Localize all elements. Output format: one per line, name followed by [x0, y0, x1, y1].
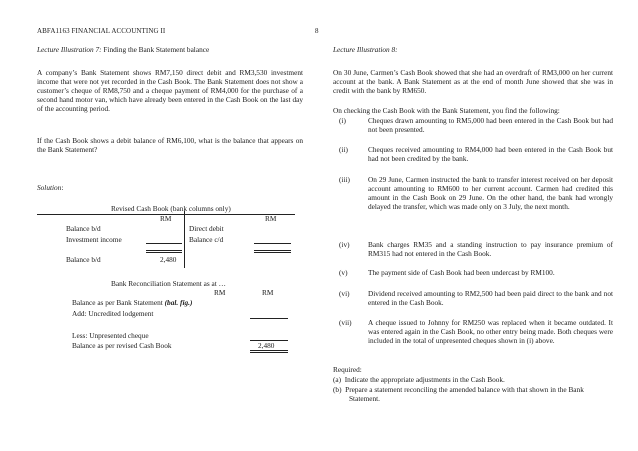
reconciliation-rm-1: RM	[214, 288, 226, 297]
cash-book-debit-row: Investment income	[66, 235, 122, 244]
solution-heading	[37, 183, 303, 192]
reconciliation-row	[72, 298, 192, 307]
illustration-7-title	[37, 45, 303, 54]
illustration-7-topic: Finding the Bank Statement balance	[101, 45, 210, 54]
reconciliation-final-amount: 2,480	[258, 341, 275, 350]
illustration-8-intro: On checking the Cash Book with the Bank Statement, you find the following:	[333, 106, 560, 115]
list-item-text: Cheques received amounting to RM4,000 had been entered in the Cash Book but had not been credited by the bank.	[368, 145, 613, 164]
solution-label: Solution	[37, 183, 62, 192]
list-item-text: On 29 June, Carmen instructed the bank to transfer interest received on her deposit account amounting to RM600 to her current account. Carmen had credited this amount in the Cash Book on 29 June. On the other hand, the bank had wrongly delayed the transfer, which was made only on 3 July, the next month.	[368, 175, 613, 212]
list-item-number: (vi)	[339, 289, 350, 298]
list-item-text: Dividend received amounting to RM2,500 had been paid direct to the bank and not entered in the Cash Book.	[368, 289, 613, 308]
illustration-7-question: If the Cash Book shows a debit balance of RM6,100, what is the balance that appears on the Bank Statement?	[37, 136, 303, 155]
cash-book-rm-left: RM	[160, 214, 172, 223]
reconciliation-double-rule	[250, 352, 288, 353]
course-header: ABFA1163 FINANCIAL ACCOUNTING II	[37, 27, 166, 35]
reconciliation-row: Add: Uncredited lodgement	[72, 309, 154, 318]
reconciliation-double-rule	[250, 350, 288, 351]
reconciliation-rm-2: RM	[262, 288, 274, 297]
list-item-text: Cheques drawn amounting to RM5,000 had been entered in the Cash Book but had not been presented.	[368, 116, 613, 135]
illustration-8-paragraph: On 30 June, Carmen’s Cash Book showed that she had an overdraft of RM3,000 on her current account at the bank. A Bank Statement as at the end of month June showed that she was in credit with the bank by RM650.	[333, 68, 613, 96]
illustration-7-paragraph: A company’s Bank Statement shows RM7,150 direct debit and RM3,530 investment income that were not yet recorded in the Cash Book. The Bank Statement does not show a customer’s cheque of RM8,750 and a cheque payment of RM4,000 for the purchase of a second hand motor van, which have already been entered in the Cash Book on the last day of the accounting period.	[37, 68, 303, 114]
solution-colon: :	[61, 183, 64, 192]
illustration-8-title: Lecture Illustration 8:	[333, 45, 398, 54]
list-item-text: Bank charges RM35 and a standing instruction to pay insurance premium of RM315 had not entered in the Cash Book.	[368, 240, 613, 259]
cash-book-total-rule	[254, 252, 291, 253]
cash-book-total-rule	[146, 252, 182, 253]
cash-book-total-rule	[146, 243, 182, 244]
required-item: (b) Prepare a statement reconciling the amended balance with that shown in the Bank Statement.	[333, 385, 584, 404]
cash-book-total-rule	[254, 243, 291, 244]
cash-book-total-rule	[146, 250, 182, 251]
cash-book-title: Revised Cash Book (bank columns only)	[111, 204, 231, 213]
illustration-7-label: Lecture Illustration 7:	[37, 45, 102, 54]
list-item-number: (iii)	[339, 175, 350, 184]
reconciliation-row: Balance as per revised Cash Book	[72, 341, 172, 350]
list-item-text: A cheque issued to Johnny for RM250 was replaced when it became outdated. It was entered again in the Cash Book, no other entry being made. Both cheques were included in the total of unpresented cheques shown in (i) above.	[368, 318, 613, 346]
required-heading: Required:	[333, 365, 362, 374]
list-item-number: (iv)	[339, 240, 350, 249]
reconciliation-subtotal-rule	[250, 318, 288, 319]
list-item-number: (ii)	[339, 145, 348, 154]
list-item-number: (v)	[339, 268, 348, 277]
cash-book-credit-row: Balance c/d	[189, 235, 224, 244]
cash-book-rm-right: RM	[265, 214, 277, 223]
cash-book-center-rule	[184, 211, 185, 268]
reconciliation-row-label: Balance as per Bank Statement	[72, 298, 165, 307]
list-item-text: The payment side of Cash Book had been undercast by RM100.	[368, 268, 555, 277]
cash-book-balance-bd: Balance b/d	[66, 255, 101, 264]
cash-book-debit-row: Balance b/d	[66, 224, 101, 233]
cash-book-credit-row: Direct debit	[189, 224, 224, 233]
reconciliation-title: Bank Reconciliation Statement as at …	[111, 279, 226, 288]
reconciliation-row: Less: Unpresented cheque	[72, 331, 149, 340]
list-item-number: (vii)	[339, 318, 352, 327]
required-item: (a) Indicate the appropriate adjustments in the Cash Book.	[333, 375, 505, 384]
page-number: 8	[315, 27, 319, 35]
list-item-number: (i)	[339, 116, 346, 125]
reconciliation-row-note: (bal. fig.)	[164, 298, 193, 307]
cash-book-total-rule	[254, 250, 291, 251]
cash-book-balance-bd-amount: 2,480	[160, 255, 177, 264]
